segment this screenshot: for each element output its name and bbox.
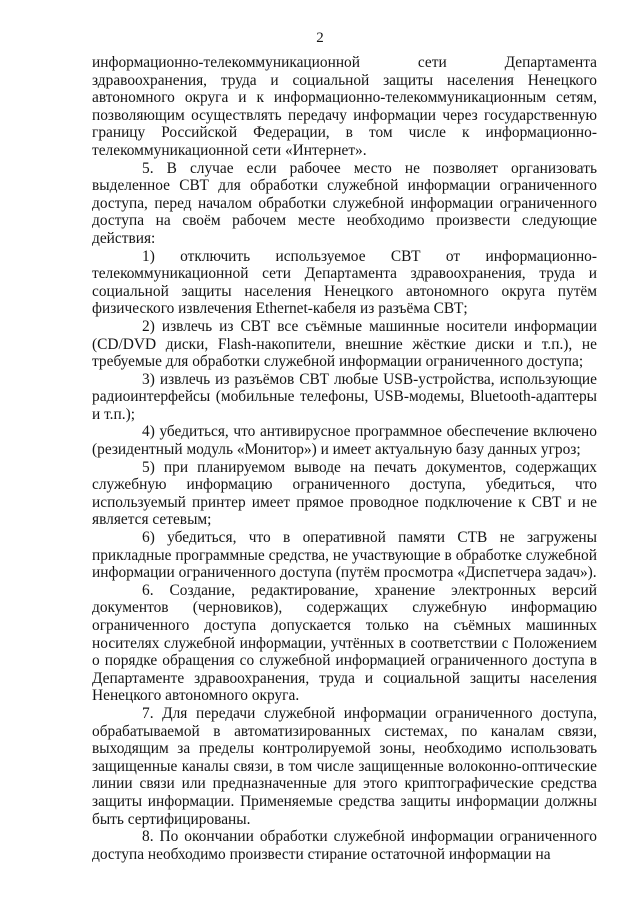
page-number: 2 bbox=[316, 30, 324, 46]
subitem-2: 2) извлечь из СВТ все съёмные машинные носители информации (CD/DVD диски, Flash-накопители, внешние жёсткие диски и т.п.), не требуемые для обработки служебной информации ограниченного доступа; bbox=[92, 317, 597, 371]
subitem-4: 4) убедиться, что антивирусное программное обеспечение включено (резидентный модуль «Монитор») и имеет актуальную базу данных угроз; bbox=[92, 423, 597, 459]
paragraph-item-5: 5. В случае если рабочее место не позволяет организовать выделенное СВТ для обработки служебной информации ограниченного доступа, перед началом обработки служебной информации ограниченного доступа на своём рабочем месте необходимо произвести следующие действия: bbox=[92, 159, 597, 247]
paragraph-item-8: 8. По окончании обработки служебной информации ограниченного доступа необходимо произвести стирание остаточной информации на bbox=[92, 828, 597, 863]
subitem-1: 1) отключить используемое СВТ от информационно-телекоммуникационной сети Департамента здравоохранения, труда и социальной защиты населения Ненецкого автономного округа путём физического извлечения Ethernet-кабеля из разъёма СВТ; bbox=[92, 247, 597, 318]
subitem-3: 3) извлечь из разъёмов СВТ любые USB-устройства, использующие радиоинтерфейсы (мобильные телефоны, USB-модемы, Bluetooth-адаптеры и т.п.); bbox=[92, 370, 597, 423]
document-body bbox=[92, 54, 597, 863]
paragraph-continuation: информационно-телекоммуникационной сети Департамента здравоохранения, труда и социальной защиты населения Ненецкого автономного округа и к информационно-телекоммуникационным сетям, позволяющим осуществлять передачу информации через государственную границу Российской Федерации, в том числе к информационно-телекоммуникационной сети «Интернет». bbox=[92, 54, 597, 159]
paragraph-item-6: 6. Создание, редактирование, хранение электронных версий документов (черновиков), содержащих служебную информацию ограниченного доступа допускается только на съёмных машинных носителях служебной информации, учтённых в соответствии с Положением о порядке обращения со служебной информацией ограниченного доступа в Департаменте здравоохранения, труда и социальной защиты населения Ненецкого автономного округа. bbox=[92, 581, 597, 705]
subitem-6: 6) убедиться, что в оперативной памяти СТВ не загружены прикладные программные средства, не участвующие в обработке служебной информации ограниченного доступа (путём просмотра «Диспетчера задач»). bbox=[92, 529, 597, 582]
paragraph-item-7: 7. Для передачи служебной информации ограниченного доступа, обрабатываемой в автоматизированных системах, по каналам связи, выходящим за пределы контролируемой зоны, необходимо использовать защищенные каналы связи, в том числе защищенные волоконно-оптические линии связи или предназначенные для этого криптографические средства защиты информации. Применяемые средства защиты информации должны быть сертифицированы. bbox=[92, 704, 597, 828]
subitem-5: 5) при планируемом выводе на печать документов, содержащих служебную информацию ограниченного доступа, убедиться, что используемый принтер имеет прямое проводное подключение к СВТ и не является сетевым; bbox=[92, 458, 597, 529]
